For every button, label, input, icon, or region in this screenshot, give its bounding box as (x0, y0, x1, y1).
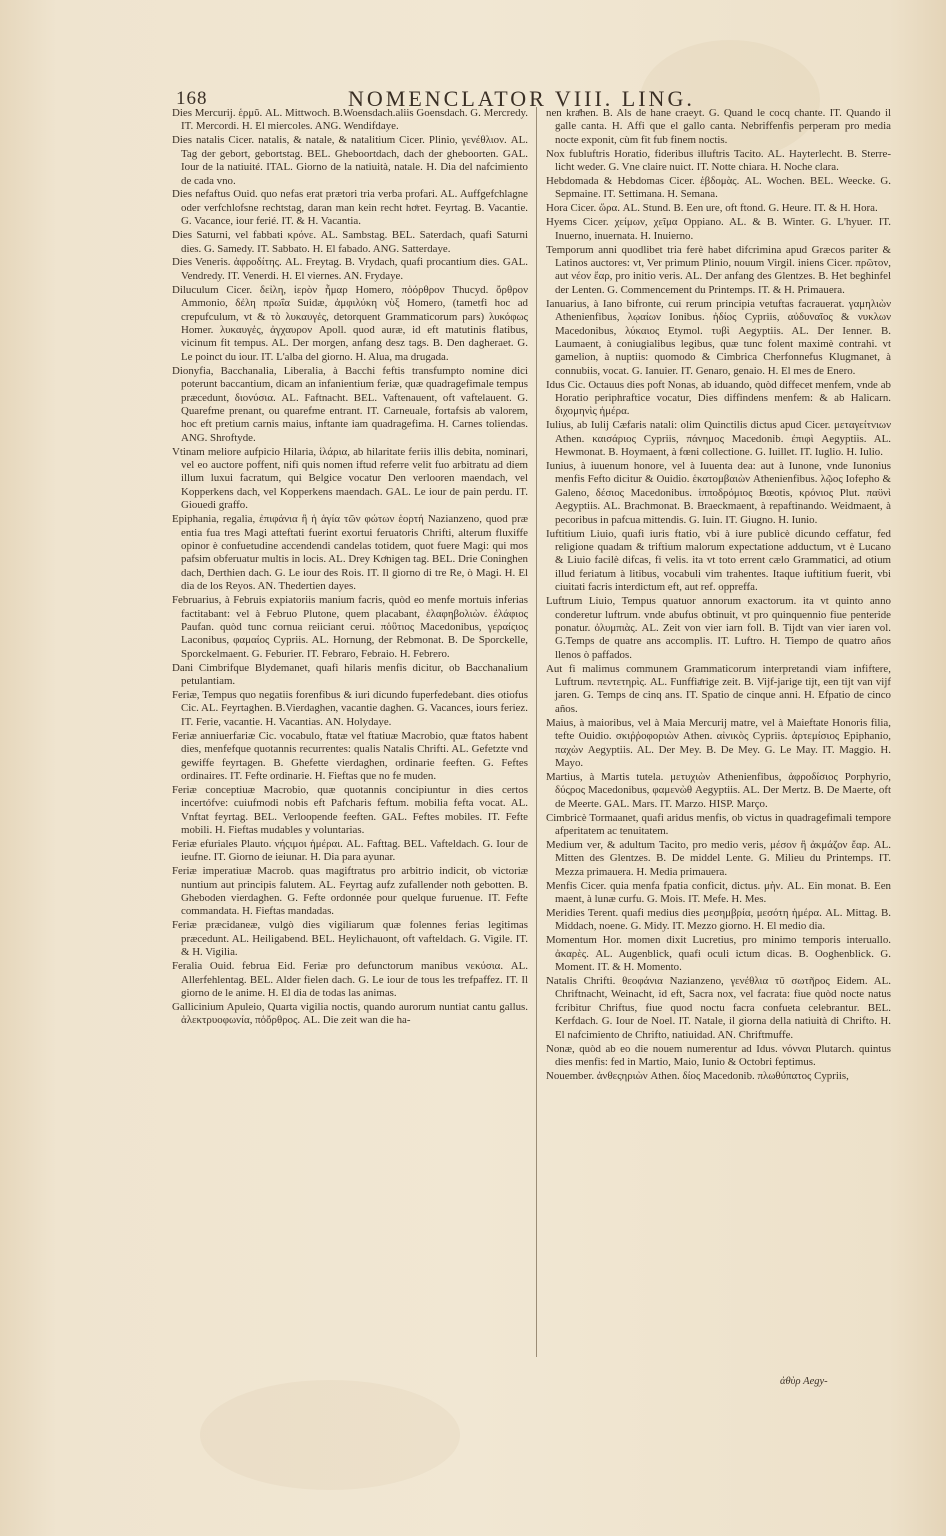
dictionary-entry: Nox fubluftris Horatio, fideribus illuftris Tacito. AL. Hayterlecht. B. Sterre-licht weder. G. Vne claire nuict. IT. Notte chiara. H. Noche clara. (546, 147, 891, 174)
text-columns (172, 107, 892, 1357)
dictionary-entry: Epiphania, regalia, ἐπιφάνια ἢ ἡ ἁγία τῶν φώτων ἑορτή Nazianzeno, quod præ entia fua tres Magi atteftati fuerint exortui feruatoris Chrifti, alterum fluxiffe opinor è confuetudine accendendi candelas totidem, quot fuere Magi: qui mos pafsim obferuatur multis in locis. AL. Drey Koͤnigen tag. BEL. Drie Coninghen dach, Derthien dach. G. Le iour des Rois. IT. Il giorno di tre Re, ò Magi. H. El dia de los Reyos. AN. Thedertien dayes. (172, 513, 528, 593)
dictionary-entry: Hora Cicer. ὥρα. AL. Stund. B. Een ure, oft ftond. G. Heure. IT. & H. Hora. (546, 202, 878, 215)
dictionary-entry: Martius, à Martis tutela. μετυχιὼν Athenienfibus, ἀφροδίσιος Porphyrio, δύςρος Macedonibus, φαμενὼθ Aegyptiis. AL. Der Mertz. B. De Maerte, oft de Meerte. GAL. Mars. IT. Marzo. HISP. Março. (546, 770, 891, 810)
dictionary-entry: Dani Cimbrifque Blydemanet, quafi hilaris menfis dicitur, ob Bacchanalium petulantiam. (172, 661, 528, 688)
dictionary-entry: Iulius, ab Iulij Cæfaris natali: olim Quinctilis dictus apud Cicer. μεταγείτνιων Athen. καισάριος Cypriis, πάνημος Macedonib. ἐπιφὶ Aegyptiis. AL. Hewmonat. B. Hoymaent, à fœni collectione. G. Iuillet. IT. Iuglio. H. Iulio. (546, 419, 891, 459)
dictionary-entry: Idus Cic. Octauus dies poft Nonas, ab iduando, quòd diffecet menfem, vnde ab Horatio periphraftice vocatur, Dies diffindens menfem: & ab Halicarn. διχομηνὶς ἡμέρα. (546, 378, 891, 418)
page-number: 168 (176, 88, 208, 109)
running-title: NOMENCLATOR VIII. LING. (348, 86, 695, 111)
dictionary-entry: nen kraͤhen. B. Als de hane craeyt. G. Quand le cocq chante. IT. Quando il galle canta. H. Affi que el gallo canta. Nebriffenfis perperam pro media nocte exponit, cùm fit fub finem noctis. (546, 107, 891, 146)
dictionary-entry: Vtinam meliore aufpicio Hilaria, ἱλάρια, ab hilaritate feriis illis debita, nominari, vel eo auctore poffent, nifi quis nomen iftud referre velit fuo arbitratu ad diem illum luxui facratum, qui Belgice vocatur Den verlooren maendach, vel Kopperkens dach, vel Kopperkens maendach. GAL. Le iour de pain perdu. IT. Giouedi graffo. (172, 445, 528, 512)
dictionary-entry: Feralia Ouid. februa Eid. Feriæ pro defunctorum manibus νεκύσια. AL. Allerfehlentag. BEL. Alder fielen dach. G. Le iour de tous les trefpaffez. IT. Il giorno de le anime. H. El dia de todas las animas. (172, 960, 528, 999)
dictionary-entry: Feriæ efuriales Plauto. νήςιμοι ἡμέραι. AL. Fafttag. BEL. Vafteldach. G. Iour de ieufne. IT. Giorno de ieiunar. H. Dia para ayunar. (172, 837, 528, 864)
dictionary-entry: Feriæ, Tempus quo negatiis forenfibus & iuri dicundo fuperfedebant. dies otiofus Cic. AL. Feyrtaghen. B.Vierdaghen, vacantie daghen. G. Vacances, iours feriez. IT. Ferie, vacantie. H. Vacantias. AN. Holydaye. (172, 688, 528, 728)
dictionary-entry: Momentum Hor. momen dixit Lucretius, pro minimo temporis interuallo. ἀκαρὲς. AL. Augenblick, quafi oculi ictum dicas. B. Ooghenblick. G. Moment. IT. & H. Momento. (546, 934, 891, 974)
dictionary-entry: Temporum anni quodlibet tria ferè habet difcrimina apud Græcos pariter & Latinos auctores: vt, Ver primum Plinio, nouum Virgil. iniens Cicer. πρῶτον, aut νέον ἔαρ, pro initio veris. AL. Der anfang des Glentzes. B. Het beghinfel der Lenten. G. Commencement du Printemps. IT. & H. Primauera. (546, 243, 891, 296)
dictionary-entry: Feriæ anniuerfariæ Cic. vocabulo, ftatæ vel ftatiuæ Macrobio, quæ ftatos habent dies, menfefque quotannis recurrentes: qualis Natalis Chrifti. AL. Gefetzte vnd gewiffe feyrtagen. B. Ghefette vierdaghen, ordinarie feeften. G. Feftes ordinaires. IT. Fefte ordinarie. H. Fieftas que no fe muden. (172, 729, 528, 782)
dictionary-entry: Nouember. ἀνθεςηριὼν Athen. δίος Macedonib. πλωθύπατος Cypriis, (546, 1069, 849, 1082)
dictionary-entry: Diluculum Cicer. δεἰλη, ἱερὸν ἦμαρ Homero, πὁόρθρον Thucyd. ὄρθρον Ammonio, δἐλη πρωΐα Suidæ, ἀμφιλύκη νὺξ Homero, (tametfi hoc ad crepufculum, vt & τὸ λυκαυγἑς, detorquent Grammaticorum pars) λυκόφως Homer. λυκαυγἑς, ἀγχαυρον Apoll. quod auræ, id eft matutinis flatibus, vicinum fit tempus. AL. Der morgen, anfang desz tags. B. Den dagheraet. G. Le poinct du iour. IT. L'alba del giorno. H. Alua, ma drugada. (172, 283, 528, 363)
right-column (536, 107, 891, 1357)
dictionary-entry: Nonæ, quòd ab eo die nouem numerentur ad Idus. νόνναι Plutarch. quintus dies menfis: fed in Martio, Maio, Iunio & Octobri feptimus. (546, 1042, 891, 1068)
dictionary-entry: Luftrum Liuio, Tempus quatuor annorum exactorum. ita vt quinto anno conderetur luftrum. vnde abufus obtinuit, vt pro quinquennio fiue penteride ponatur. ὀλυμπιὰς. AL. Zeit von vier iarn foll. B. Tijdt van vier iaren vol. G.Temps de quatre ans accomplis. IT. Luftro. H. Tiempo de quatro años llenos ò paffados. (546, 595, 891, 661)
dictionary-entry: Februarius, à Februis expiatoriis manium facris, quòd eo menfe mortuis inferias factitabant: vel à Februo Plutone, quem placabant, ἐλαφηβολιὼν. ἐλάφιος Paufan. quòd tunc cornua reiiciant cerui. πὁὒτιος Macedonibus, γεραίςιος Laconibus, φαμαίος Cypriis. AL. Hornung, der Rebmonat. B. De Sporckelle, Sporckelmaent. G. Feburier. IT. Febraro, Febraio. H. Febrero. (172, 594, 528, 660)
dictionary-entry: Ianuarius, à Iano bifronte, cui rerum principia vetuftas facrauerat. γαμηλιὼν Athenienfibus, λῳαίων Ionibus. ἠδίος Cypriis, αὐδυναῖος & νυκλων Macedonibus, λύκαιος Etymol. τυβὶ Aegyptiis. AL. Der Ienner. B. Laumaent, à coniugialibus legibus, quæ tunc folent maximè contrahi. vt gamelion, à nuptiis: quomodo & Cimbrica Cherfonnefus Klugmanet, à connubiis, vocat. G. Ianuier. IT. Genaro, genaio. H. El mes de Enero. (546, 297, 891, 377)
dictionary-entry: Feriæ imperatiuæ Macrob. quas magiftratus pro arbitrio indicit, ob victoriæ nuntium aut principis falutem. AL. Feyrtag aufz zufallender noth gebotten. B. Gheboden vierdaghen. G. Fefte ordonnée pour quelque furuenue. IT. Fefte commandata. H. Fieftas mandadas. (172, 865, 528, 918)
dictionary-entry: Medium ver, & adultum Tacito, pro medio veris, μέσον ἢ ἀκμάζον ἔαρ. AL. Mitten des Glentzes. B. De middel Lente. G. Milieu du Printemps. IT. Mezza primauera. H. Media primauera. (546, 838, 891, 878)
dictionary-entry: Iunius, à iuuenum honore, vel à Iuuenta dea: aut à Iunone, vnde Iunonius menfis Fefto dicitur & Ouidio. ἑκατομβαιὼν Athenienfibus. λῷος Iofepho & Galeno, δέσιος Macedonibus. ἱπποδρόμιος Bœotis, κρόνιος Plut. παϋνὶ Aegyptiis. AL. Brachmonat. B. Braeckmaent, à repaftinando. Weidmaent, à pecoribus in pafcua mittendis. G. Iuin. IT. Giugno. H. Iunio. (546, 460, 891, 526)
left-column (172, 107, 528, 1357)
dictionary-entry: Menfis Cicer. quia menfa fpatia conficit, dictus. μὴν. AL. Ein monat. B. Een maent, à lunæ curfu. G. Mois. IT. Mefe. H. Mes. (546, 879, 891, 906)
dictionary-entry: Feriæ præcidaneæ, vulgò dies vigiliarum quæ folennes ferias legitimas præcedunt. AL. Heiligabend. BEL. Heylichauont, oft vafteldach. G. Vigile. IT. & H. Vigilia. (172, 919, 528, 959)
dictionary-entry: Dies nefaftus Ouid. quo nefas erat prætori tria verba profari. AL. Auffgefchlagne oder verfchlofsne rechtstag, daran man kein recht hoͤret. Feyrtag. B. Vacantie. G. Vacance, iour ferié. IT. & H. Vacantia. (172, 188, 528, 228)
dictionary-entry: Dionyfia, Bacchanalia, Liberalia, à Bacchi feftis transfumpto nomine dici poterunt baccantium, dicam an infanientium feriæ, quæ quadragefimale tempus præcedunt, διονύσια. AL. Faftnacht. BEL. Vaftenauent, oft vaftelauent. G. Quarefme prenant, ou quarefme entrant. IT. Carneuale, fortafsis ab valorem, hoc eft pretium carnis maius, inftante iam quadragefima. H. Carnes toliendas. ANG. Shroftyde. (172, 364, 528, 444)
dictionary-entry: Cimbricè Tormaanet, quafi aridus menfis, ob victus in quadragefimali tempore afperitatem ac tenuitatem. (546, 811, 891, 838)
dictionary-entry: Dies Saturni, vel fabbati κρόνε. AL. Sambstag. BEL. Saterdach, quafi Saturni dies. G. Samedy. IT. Sabbato. H. El fabado. ANG. Satterdaye. (172, 229, 528, 255)
dictionary-entry: Dies Mercurij. ἑρμῦ. AL. Mittwoch. B.Woensdach.aliis Goensdach. G. Mercredy. IT. Mercordi. H. El miercoles. ANG. Wendifdaye. (172, 107, 528, 133)
dictionary-entry: Natalis Chrifti. θεοφάνια Nazianzeno, γενέθλια τῦ σωτῆρος Eidem. AL. Chriftnacht, Weinacht, id eft, Sacra nox, vel facrata: fiue quòd nocte natus fcribitur Chriftus, fiue quod noctu facra confueta celebrantur. BEL. Kerfdach. G. Iour de Noel. IT. Natale, il giorna della natiuità di Chrifto. H. El nafcimiento de Chrifto, natiuidad. AN. Chriftmuffe. (546, 975, 891, 1041)
dictionary-entry: Meridies Terent. quafi medius dies μεσημβρία, μεσότη ἡμέρα. AL. Mittag. B. Middach, noene. G. Midy. IT. Mezzo giorno. H. El medio dia. (546, 906, 891, 933)
catchword: ἀθὺρ Aegy- (780, 1376, 828, 1387)
dictionary-entry: Hyems Cicer. χείμων, χεῖμα Oppiano. AL. & B. Winter. G. L'hyuer. IT. Inuerno, inuernata. H. Inuierno. (546, 216, 891, 242)
paper-stain (200, 1380, 460, 1490)
dictionary-entry: Gallicinium Apuleio, Quarta vigilia noctis, quando aurorum nuntiat cantu gallus. ἀλεκτρυοφωνία, πὁὄρθρος. AL. Die zeit wan die ha- (172, 1000, 528, 1027)
dictionary-entry: Dies Veneris. ἀφροδίτης. AL. Freytag. B. Vrydach, quafi procantium dies. GAL. Vendredy. IT. Venerdi. H. El viernes. AN. Frydaye. (172, 256, 528, 282)
dictionary-entry: Aut fi malimus communem Grammaticorum interpretandi viam infiftere, Luftrum. πεντετηρὶς. AL. Funffiaͤrige zeit. B. Vijf-jarige tijt, een tijt van vijf jaren. G. Temps de cinq ans. IT. Spatio de cinque anni. H. Efpatio de cinco años. (546, 662, 891, 715)
dictionary-entry: Dies natalis Cicer. natalis, & natale, & natalitium Cicer. Plinio, γενέθλιον. AL. Tag der gebort, gebortstag. BEL. Gheboortdach, dach der gheboorten. GAL. Iour de la natiuité. ITAL. Giorno de la natiuità, natale. H. Dia del nafcimiento de cada vno. (172, 134, 528, 187)
dictionary-entry: Feriæ conceptiuæ Macrobio, quæ quotannis concipiuntur in dies certos incertófve: cuiufmodi nobis eft Pafcharis feftum. mobilia fefta vocat. AL. Vnftat feyrtag. BEL. Verloopende feeften. GAL. Feftes mobiles. IT. Fefte mobili. H. Fieftas mudables y voluntarias. (172, 783, 528, 837)
dictionary-entry: Iuftitium Liuio, quafi iuris ftatio, vbi à iure publicè dicundo ceffatur, fed religione quadam & triftium malorum expectatione adductum, vt è Lucano & Liuio facilè difcas, fi velis. ita vt toto errent cælo Grammatici, ad otium illud feriatum à litibus, vocabuli vim trahentes. Itaque iuftitium fuerit, vbi ciuitati facris interdictum eft, aut ref. oppreffa. (546, 527, 891, 594)
dictionary-entry: Maius, à maioribus, vel à Maia Mercurij matre, vel à Maieftate Honoris filia, tefte Ouidio. σκιῤῥοφοριὼν Athen. αἰνικὸς Cypriis. ἀρτεμίσιος Epiphanio, παχὼν Aegyptiis. AL. Der Mey. B. De Mey. G. Le May. IT. Maggio. H. Mayo. (546, 716, 891, 769)
dictionary-entry: Hebdomada & Hebdomas Cicer. ἑβδομὰς. AL. Wochen. BEL. Weecke. G. Sepmaine. IT. Settimana. H. Semana. (546, 175, 891, 201)
